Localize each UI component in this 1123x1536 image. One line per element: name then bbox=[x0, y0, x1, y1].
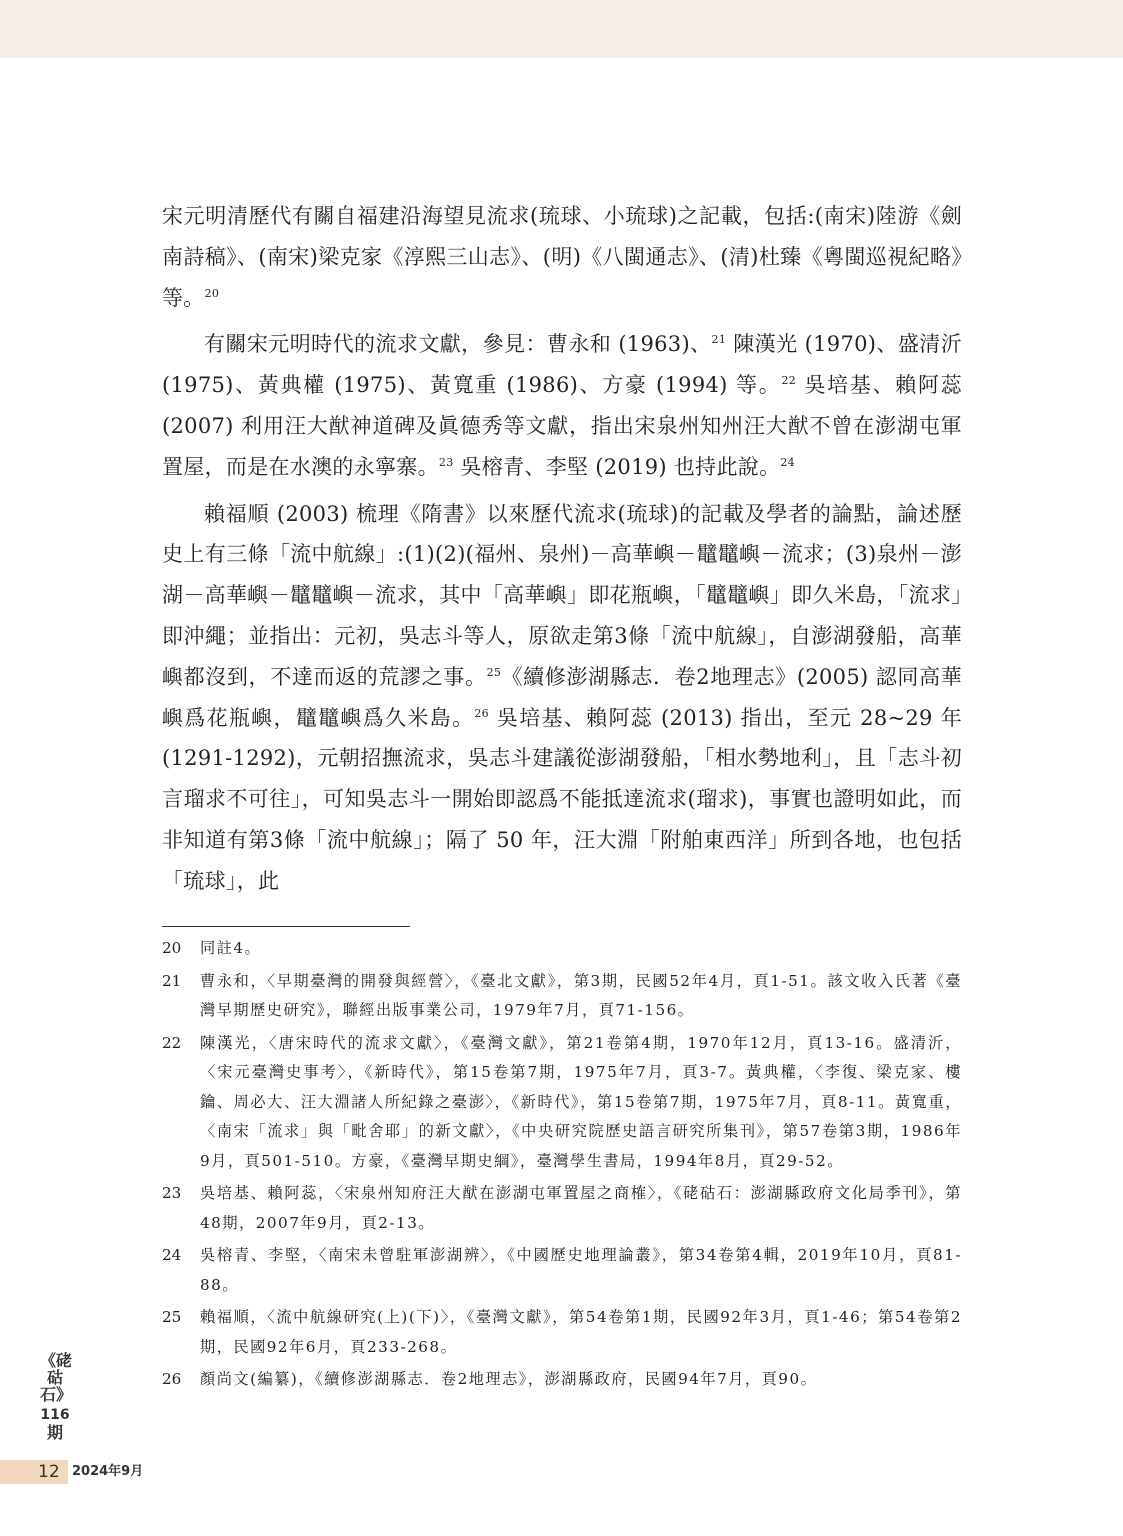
footnote-ref-20[interactable]: 20 bbox=[204, 286, 220, 300]
main-text bbox=[162, 196, 962, 902]
footnote-number: 20 bbox=[162, 939, 182, 957]
paragraph-2-text-c: 吳培基、賴阿蕊 (2007) 利用汪大猷神道碑及眞德秀等文獻，指出宋泉州知州汪大猷不曾在澎湖屯軍置屋，而是在水澳的永寧寨。 bbox=[162, 373, 962, 479]
footnote-text: 同註4。 bbox=[200, 939, 262, 957]
footnote-number: 26 bbox=[162, 1370, 182, 1388]
footnote-divider bbox=[162, 926, 410, 927]
footnote-item bbox=[162, 1179, 962, 1238]
footnote-ref-22[interactable]: 22 bbox=[781, 374, 797, 388]
paragraph-2 bbox=[162, 324, 962, 487]
issue-number: 116 bbox=[40, 1407, 70, 1423]
footnote-text: 吳榕青、李堅，〈南宋未曾駐軍澎湖辨〉，《中國歷史地理論叢》，第34卷第4輯，2019年10月，頁81-88。 bbox=[200, 1246, 962, 1294]
footnote-item bbox=[162, 1241, 962, 1300]
footnote-text: 吳培基、賴阿蕊，〈宋泉州知府汪大猷在澎湖屯軍置屋之商榷〉，《硓𥑮石：澎湖縣政府文化局季刊》，第48期，2007年9月，頁2-13。 bbox=[200, 1184, 962, 1232]
issue-unit: 期 bbox=[46, 1423, 63, 1442]
footnote-text: 賴福順，〈流中航線研究(上)(下)〉，《臺灣文獻》，第54卷第1期，民國92年3月，頁1-46；第54卷第2期，民國92年6月，頁233-268。 bbox=[200, 1308, 962, 1356]
paragraph-1-text: 宋元明清歷代有關自福建沿海望見流求(琉球、小琉球)之記載，包括:(南宋)陸游《劍南詩稿》、(南宋)梁克家《淳熙三山志》、(明)《八閩通志》、(清)杜臻《粵閩巡視紀略》等。 bbox=[162, 204, 962, 310]
page-number: 12 bbox=[38, 1462, 60, 1482]
footnotes bbox=[162, 934, 962, 1398]
footnote-text: 陳漢光，〈唐宋時代的流求文獻〉，《臺灣文獻》，第21卷第4期，1970年12月，頁13-16。盛清沂，〈宋元臺灣史事考〉，《新時代》，第15卷第7期，1975年7月，頁3-7。黃典權，〈李復、梁克家、樓鑰、周必大、汪大淵諸人所紀錄之臺澎〉，《新時代》，第15卷第7期，1975年7月，頁8-11。黃寬重，〈南宋「流求」與「毗舍耶」的新文獻〉，《中央研究院歷史語言研究所集刊》，第57卷第3期，1986年9月，頁501-510。方豪，《臺灣早期史綱》，臺灣學生書局，1994年8月，頁29-52。 bbox=[200, 1033, 962, 1170]
issue-date: 2024年9月 bbox=[72, 1464, 144, 1479]
paragraph-3-text-b: 《續修澎湖縣志．卷2地理志》(2005) 認同高華嶼爲花瓶嶼，鼊鼊嶼爲久米島。 bbox=[162, 664, 963, 730]
journal-title: 《硓𥑮石》 bbox=[40, 1351, 73, 1404]
paragraph-1 bbox=[162, 196, 962, 318]
footnote-ref-21[interactable]: 21 bbox=[711, 333, 727, 347]
footnote-ref-25[interactable]: 25 bbox=[486, 665, 502, 679]
footnote-ref-24[interactable]: 24 bbox=[780, 455, 795, 469]
footnote-text: 曹永和，〈早期臺灣的開發與經營〉，《臺北文獻》，第3期，民國52年4月，頁1-51。該文收入氏著《臺灣早期歷史研究》，聯經出版事業公司，1979年7月，頁71-156。 bbox=[200, 971, 962, 1019]
paragraph-3-text-c: 吳培基、賴阿蕊 (2013) 指出，至元 28~29 年 (1291-1292)，元朝招撫流求，吳志斗建議從澎湖發船，「相水勢地利」，且「志斗初言瑠求不可往」，可知吳志斗一開始即認爲不能抵達流求(瑠求)，事實也證明如此，而非知道有第3條「流中航線」；隔了 50 年，汪大淵「附舶東西洋」所到各地，也包括「琉球」，此 bbox=[162, 705, 962, 893]
footnote-item bbox=[162, 1365, 962, 1395]
paragraph-2-text-b: 陳漢光 (1970)、盛清沂 (1975)、黃典權 (1975)、黃寬重 (1986)、方豪 (1994) 等。 bbox=[162, 332, 962, 398]
footnote-number: 23 bbox=[162, 1184, 182, 1202]
top-band bbox=[0, 0, 1123, 58]
paragraph-2-text-d: 吳榕青、李堅 (2019) 也持此說。 bbox=[453, 454, 781, 479]
footnote-item bbox=[162, 1029, 962, 1177]
footnote-number: 24 bbox=[162, 1246, 182, 1264]
footnote-item bbox=[162, 967, 962, 1026]
footnote-item bbox=[162, 1303, 962, 1362]
footnote-text: 顏尚文(編纂)，《續修澎湖縣志．卷2地理志》，澎湖縣政府，民國94年7月，頁90。 bbox=[200, 1370, 818, 1388]
footnote-item bbox=[162, 934, 962, 964]
paragraph-3 bbox=[162, 494, 962, 902]
footnote-number: 21 bbox=[162, 971, 182, 990]
paragraph-2-text-a: 有關宋元明時代的流求文獻，參見：曹永和 (1963)、 bbox=[204, 332, 712, 357]
journal-sidebar bbox=[40, 1351, 73, 1442]
footnote-ref-26[interactable]: 26 bbox=[474, 706, 489, 720]
footnote-ref-23[interactable]: 23 bbox=[438, 455, 454, 469]
paragraph-3-text-a: 賴福順 (2003) 梳理《隋書》以來歷代流求(琉球)的記載及學者的論點，論述歷史上有三條「流中航線」:(1)(2)(福州、泉州)－高華嶼－鼊鼊嶼－流求；(3)泉州－澎湖－高華嶼－鼊鼊嶼－流求，其中「高華嶼」即花瓶嶼，「鼊鼊嶼」即久米島，「流求」即沖繩；並指出：元初，吳志斗等人，原欲走第3條「流中航線」，自澎湖發船，高華嶼都沒到，不達而返的荒謬之事。 bbox=[162, 501, 962, 689]
footnote-number: 25 bbox=[162, 1308, 182, 1326]
footnote-number: 22 bbox=[162, 1033, 182, 1052]
